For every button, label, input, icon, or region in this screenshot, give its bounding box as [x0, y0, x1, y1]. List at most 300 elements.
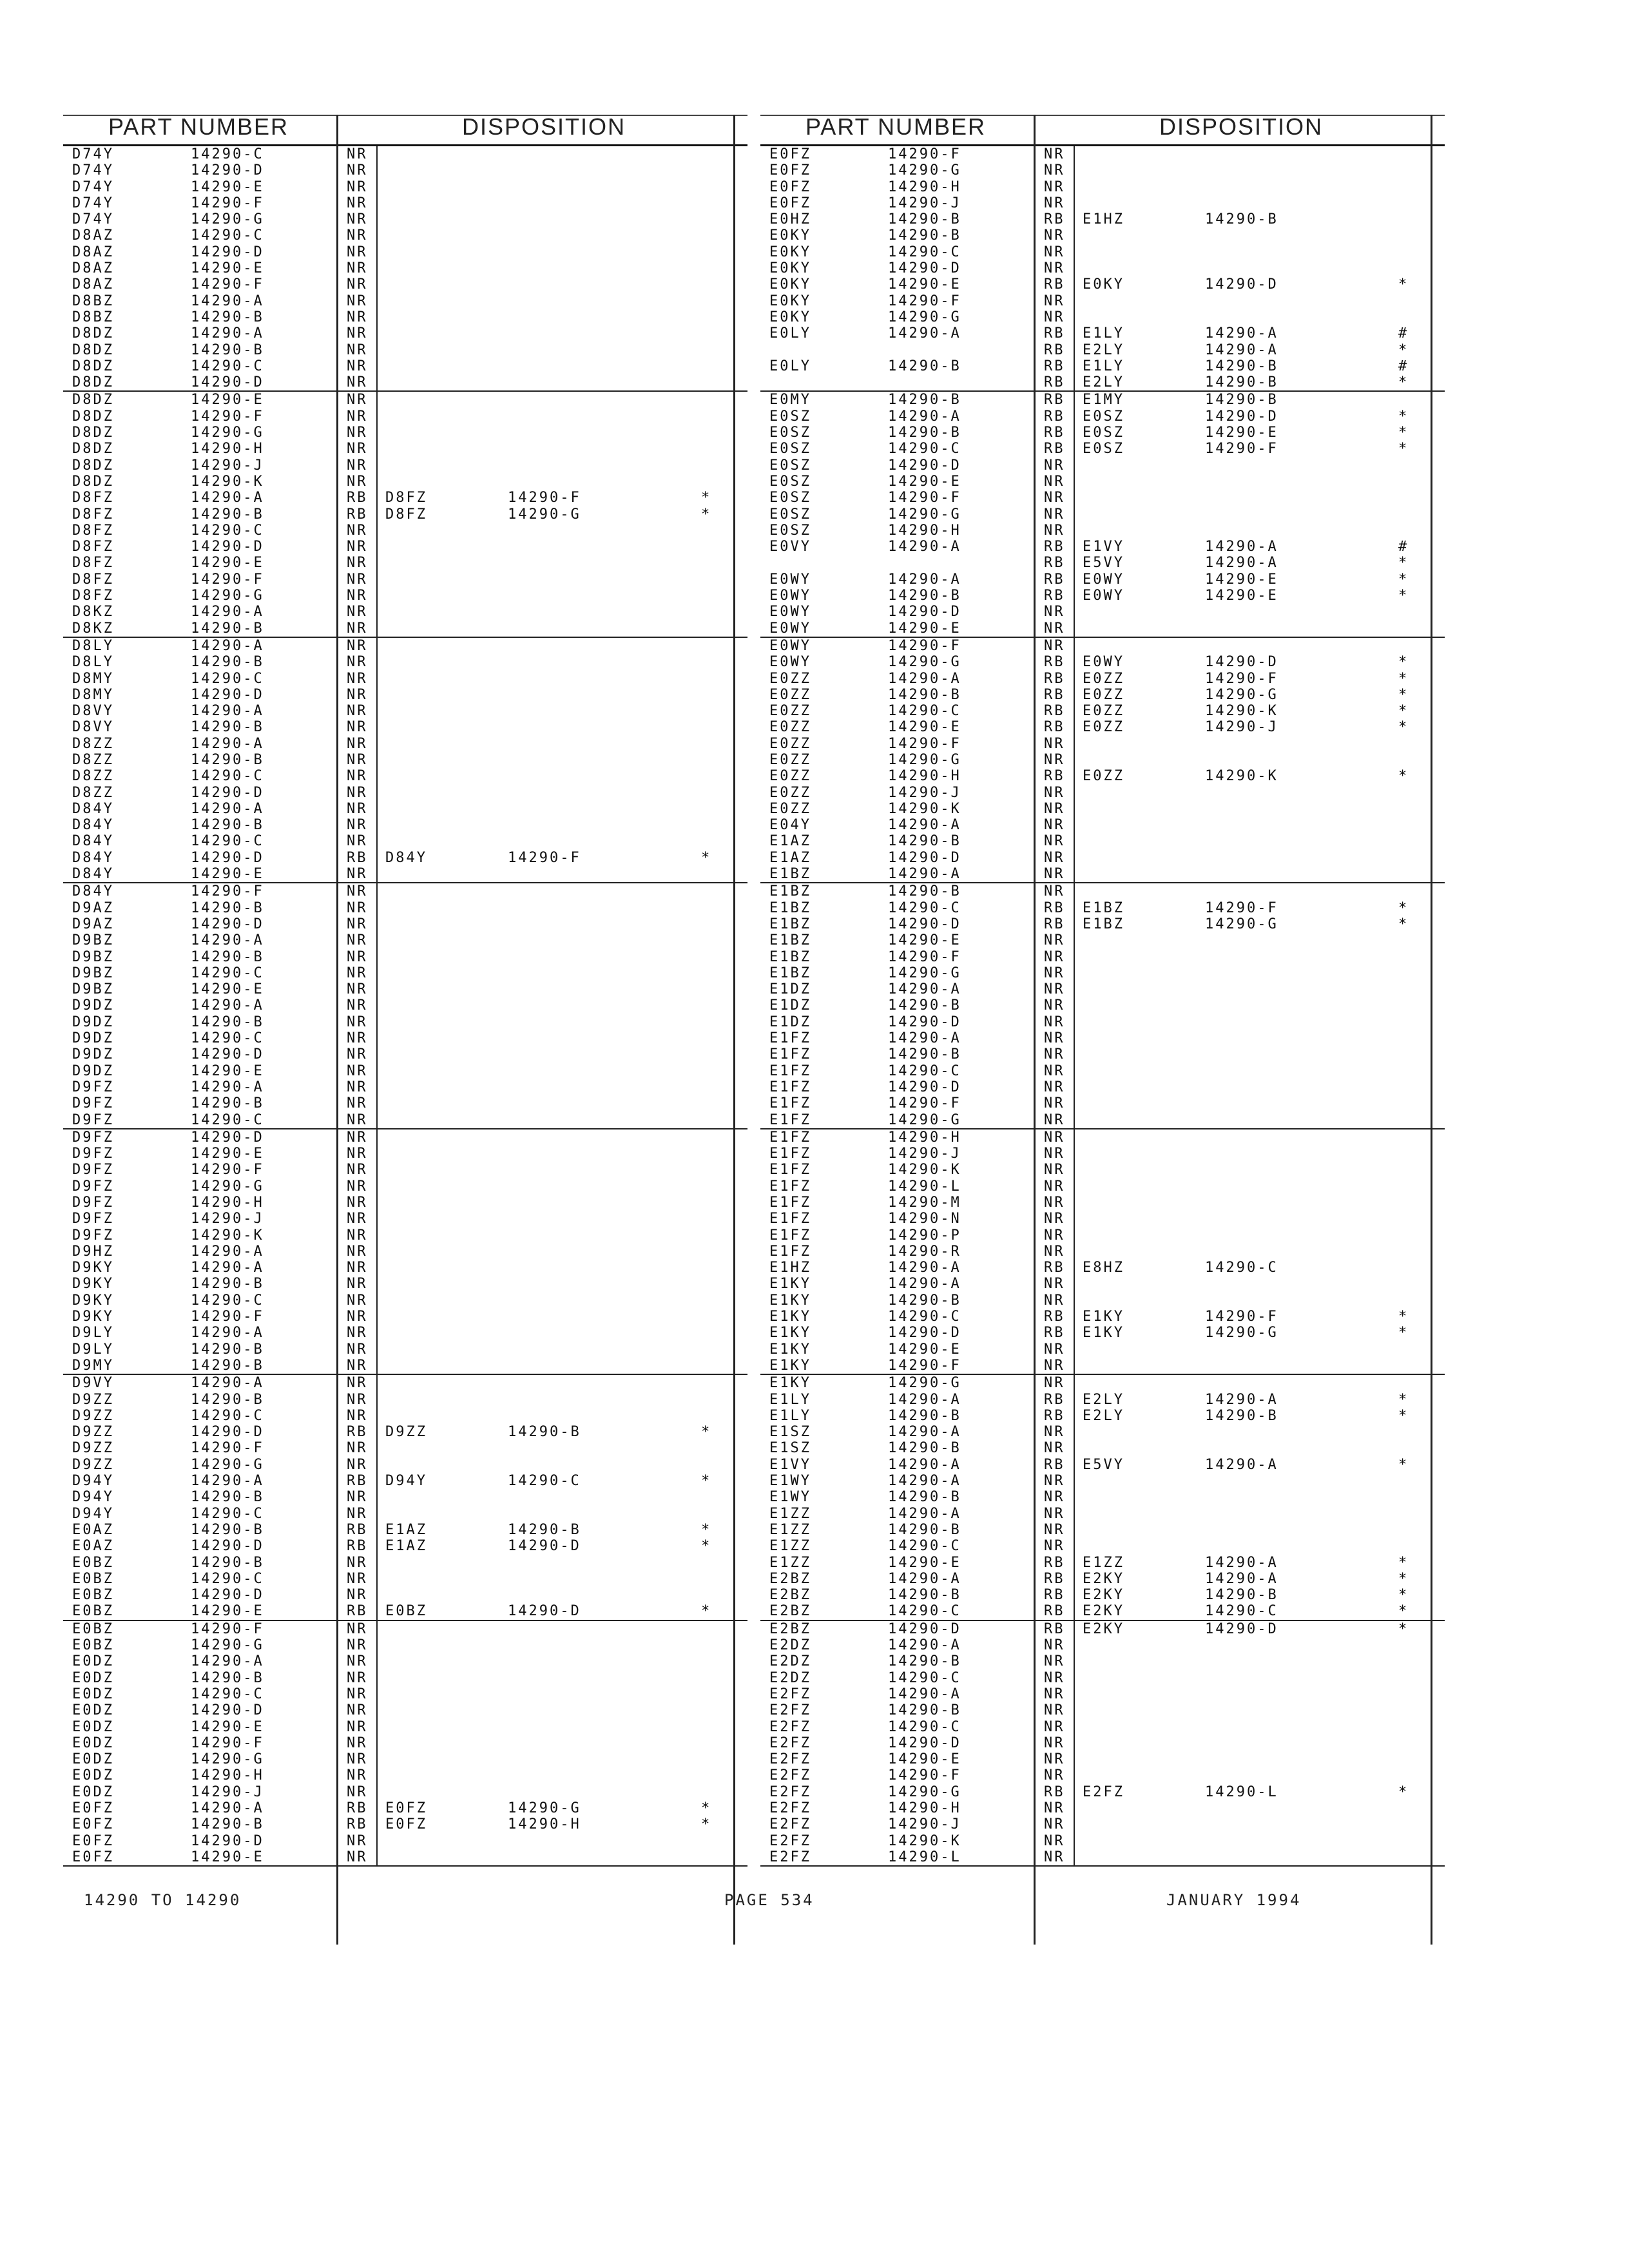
table-row [63, 506, 747, 523]
row-part-number: 14290-F [191, 1440, 264, 1457]
row-model: D9VY [72, 1375, 114, 1392]
code-divider [376, 604, 378, 620]
row-flag: * [701, 1424, 712, 1441]
table-row [760, 408, 1445, 425]
table-row [760, 1392, 1445, 1408]
table-row [63, 342, 747, 358]
table-row [760, 1489, 1445, 1505]
table-row [63, 1457, 747, 1473]
row-disposition-code: NR [347, 1129, 368, 1146]
row-replacement-model: E0ZZ [1083, 703, 1124, 720]
code-divider [1074, 654, 1075, 670]
row-replacement-model: E0FZ [385, 1816, 427, 1833]
table-row [760, 1735, 1445, 1751]
code-divider [1074, 768, 1075, 784]
row-model: D94Y [72, 1489, 114, 1506]
row-part-number: 14290-J [888, 1816, 961, 1833]
row-part-number: 14290-D [888, 1325, 961, 1341]
row-disposition-code: NR [347, 522, 368, 539]
row-disposition-code: NR [1044, 883, 1065, 900]
row-model: D74Y [72, 195, 114, 211]
row-model: E1FZ [769, 1046, 811, 1063]
table-row [63, 1702, 747, 1718]
code-divider [1074, 276, 1075, 293]
row-replacement-model: E1LY [1083, 358, 1124, 374]
row-part-number: 14290-C [888, 1669, 961, 1686]
row-part-number: 14290-D [191, 1129, 264, 1146]
row-part-number: 14290-E [191, 1603, 264, 1620]
table-row [63, 408, 747, 425]
code-divider [1074, 539, 1075, 555]
row-model: E0SZ [769, 506, 811, 523]
code-divider [1074, 227, 1075, 244]
row-part-number: 14290-A [888, 866, 961, 883]
table-row [63, 1653, 747, 1669]
table-row [760, 1244, 1445, 1260]
row-model: E1DZ [769, 981, 811, 998]
code-divider [1074, 1146, 1075, 1162]
table-row [63, 785, 747, 801]
code-divider [1074, 1309, 1075, 1325]
row-model: E0DZ [72, 1702, 114, 1719]
row-disposition-code: NR [1044, 1111, 1065, 1128]
row-part-number: 14290-C [888, 899, 961, 916]
row-part-number: 14290-D [191, 1538, 264, 1555]
code-divider [1074, 162, 1075, 178]
row-replacement-part: 14290-B [1205, 392, 1278, 408]
row-replacement-model: E2FZ [1083, 1783, 1124, 1800]
row-model: E1KY [769, 1292, 811, 1309]
row-disposition-code: NR [1044, 490, 1065, 506]
row-part-number: 14290-B [191, 654, 264, 671]
table-row [63, 260, 747, 276]
row-part-number: 14290-D [191, 686, 264, 703]
table-row [63, 1816, 747, 1832]
row-model: D9FZ [72, 1178, 114, 1195]
table-row [63, 654, 747, 670]
row-replacement-model: E0ZZ [1083, 719, 1124, 736]
table-row [63, 752, 747, 768]
row-part-number: 14290-B [888, 1407, 961, 1424]
table-row [63, 1014, 747, 1030]
row-part-number: 14290-E [888, 276, 961, 293]
row-disposition-code: NR [347, 1341, 368, 1358]
table-row [760, 1375, 1445, 1391]
row-replacement-part: 14290-F [1205, 899, 1278, 916]
code-divider [376, 1489, 378, 1505]
table-row [760, 736, 1445, 752]
row-model: E1AZ [769, 849, 811, 866]
row-flag: # [1398, 358, 1409, 374]
row-model: D9LY [72, 1325, 114, 1341]
code-divider [376, 620, 378, 637]
table-row [760, 1162, 1445, 1178]
code-divider [376, 752, 378, 768]
code-divider [1074, 1424, 1075, 1440]
row-part-number: 14290-C [888, 1062, 961, 1079]
row-model: D8LY [72, 637, 114, 654]
row-model: D8FZ [72, 539, 114, 555]
row-part-number: 14290-F [191, 1735, 264, 1751]
table-row [760, 1587, 1445, 1603]
code-divider [1074, 523, 1075, 539]
row-model: E0KY [769, 244, 811, 260]
row-disposition-code: RB [1044, 425, 1065, 441]
row-model: D9BZ [72, 965, 114, 981]
row-part-number: 14290-B [191, 1357, 264, 1374]
row-part-number: 14290-G [888, 1375, 961, 1392]
row-disposition-code: NR [347, 866, 368, 883]
table-row [63, 1833, 747, 1849]
row-disposition-code: NR [1044, 965, 1065, 981]
row-disposition-code: NR [1044, 1538, 1065, 1555]
row-part-number: 14290-C [191, 358, 264, 374]
row-part-number: 14290-C [191, 1292, 264, 1309]
row-model: E1FZ [769, 1211, 811, 1227]
table-row [63, 441, 747, 457]
code-divider [376, 1341, 378, 1358]
row-model: E0WY [769, 620, 811, 637]
code-divider [1074, 179, 1075, 195]
row-model: D84Y [72, 800, 114, 817]
row-part-number: 14290-G [888, 1783, 961, 1800]
code-divider [1074, 604, 1075, 620]
row-part-number: 14290-D [888, 1014, 961, 1030]
table-row [760, 425, 1445, 441]
row-part-number: 14290-C [191, 227, 264, 244]
row-part-number: 14290-B [888, 1702, 961, 1719]
code-divider [1074, 949, 1075, 965]
table-row [63, 457, 747, 474]
table-row [760, 1751, 1445, 1767]
row-part-number: 14290-A [888, 1260, 961, 1276]
row-part-number: 14290-A [191, 1079, 264, 1095]
row-part-number: 14290-C [191, 768, 264, 785]
code-divider [376, 425, 378, 441]
row-part-number: 14290-F [888, 293, 961, 309]
row-disposition-code: NR [347, 1456, 368, 1473]
row-disposition-code: NR [1044, 751, 1065, 768]
row-part-number: 14290-G [888, 1111, 961, 1128]
row-disposition-code: NR [347, 1014, 368, 1030]
row-part-number: 14290-H [888, 178, 961, 195]
row-disposition-code: NR [1044, 1702, 1065, 1719]
code-divider [1074, 260, 1075, 276]
row-model: E0SZ [769, 522, 811, 539]
code-divider [376, 1833, 378, 1849]
code-divider [1074, 1719, 1075, 1735]
disposition-heading: DISPOSITION [1159, 113, 1324, 140]
table-row [760, 1800, 1445, 1816]
row-model: D8VY [72, 719, 114, 736]
row-model: E1FZ [769, 1162, 811, 1178]
row-model: D9ZZ [72, 1424, 114, 1441]
row-replacement-part: 14290-A [1205, 325, 1278, 342]
row-model: E0ZZ [769, 719, 811, 736]
code-divider [1074, 752, 1075, 768]
code-divider [376, 588, 378, 604]
row-disposition-code: NR [1044, 1521, 1065, 1538]
table-row [63, 1440, 747, 1456]
row-part-number: 14290-H [888, 1129, 961, 1146]
code-divider [1074, 785, 1075, 801]
row-part-number: 14290-D [191, 1587, 264, 1604]
row-replacement-model: E8HZ [1083, 1260, 1124, 1276]
row-disposition-code: NR [347, 425, 368, 441]
table-row [760, 965, 1445, 981]
row-part-number: 14290-D [191, 374, 264, 391]
row-disposition-code: NR [1044, 1030, 1065, 1047]
code-divider [1074, 1555, 1075, 1571]
row-part-number: 14290-B [888, 883, 961, 900]
row-model: D9FZ [72, 1111, 114, 1128]
table-row [63, 671, 747, 687]
table-row [760, 833, 1445, 849]
row-disposition-code: NR [347, 751, 368, 768]
row-model: E1FZ [769, 1243, 811, 1260]
row-flag: * [1398, 588, 1409, 604]
row-replacement-part: 14290-D [1205, 276, 1278, 293]
row-disposition-code: RB [1044, 392, 1065, 408]
table-row [63, 392, 747, 408]
row-model: D8FZ [72, 571, 114, 588]
code-divider [376, 1392, 378, 1408]
row-model: E1SZ [769, 1424, 811, 1441]
code-divider [1074, 1260, 1075, 1276]
row-replacement-part: 14290-B [508, 1424, 581, 1441]
row-disposition-code: NR [347, 555, 368, 572]
row-model: D9ZZ [72, 1407, 114, 1424]
row-model: E0SZ [769, 425, 811, 441]
code-divider [1074, 1538, 1075, 1554]
row-replacement-part: 14290-A [1205, 1456, 1278, 1473]
code-divider [376, 506, 378, 523]
code-divider [376, 671, 378, 687]
row-disposition-code: NR [347, 948, 368, 965]
row-part-number: 14290-B [888, 588, 961, 604]
row-flag: * [1398, 703, 1409, 720]
row-model: E0SZ [769, 457, 811, 474]
code-divider [1074, 1849, 1075, 1865]
code-divider [376, 785, 378, 801]
row-model: E0BZ [72, 1587, 114, 1604]
row-part-number: 14290-A [888, 1424, 961, 1441]
code-divider [1074, 671, 1075, 687]
row-model: E0DZ [72, 1669, 114, 1686]
row-model: D8DZ [72, 374, 114, 391]
row-flag: * [701, 1473, 712, 1490]
code-divider [1074, 801, 1075, 817]
row-part-number: 14290-E [888, 1341, 961, 1358]
row-disposition-code: NR [347, 1783, 368, 1800]
row-replacement-model: E0WY [1083, 654, 1124, 671]
table-row [63, 1178, 747, 1195]
row-part-number: 14290-G [191, 588, 264, 604]
code-divider [1074, 1095, 1075, 1111]
row-replacement-model: D84Y [385, 849, 427, 866]
row-part-number: 14290-D [888, 604, 961, 620]
row-model: E2DZ [769, 1669, 811, 1686]
table-row [760, 260, 1445, 276]
code-divider [376, 1571, 378, 1587]
row-disposition-code: RB [1044, 654, 1065, 671]
table-row [760, 1719, 1445, 1735]
code-divider [376, 457, 378, 474]
code-divider [1074, 1063, 1075, 1079]
row-replacement-part: 14290-E [1205, 588, 1278, 604]
table-row [760, 1325, 1445, 1341]
row-disposition-code: NR [1044, 637, 1065, 654]
row-flag: * [701, 506, 712, 523]
row-model: E2BZ [769, 1570, 811, 1587]
row-model: E0LY [769, 325, 811, 342]
code-divider [1074, 1784, 1075, 1800]
row-disposition-code: RB [1044, 1603, 1065, 1620]
row-disposition-code: NR [347, 1587, 368, 1604]
table-row [760, 620, 1445, 638]
row-part-number: 14290-G [888, 965, 961, 981]
row-part-number: 14290-E [191, 392, 264, 408]
row-model: D9AZ [72, 916, 114, 932]
table-row [760, 358, 1445, 374]
row-part-number: 14290-C [191, 1505, 264, 1522]
code-divider [1074, 1833, 1075, 1849]
row-disposition-code: NR [347, 588, 368, 604]
row-part-number: 14290-D [191, 1424, 264, 1441]
code-divider [1074, 1375, 1075, 1391]
table-row [760, 1195, 1445, 1211]
code-divider [376, 1637, 378, 1653]
row-part-number: 14290-G [191, 425, 264, 441]
code-divider [1074, 1195, 1075, 1211]
code-divider [376, 1375, 378, 1391]
row-flag: * [1398, 1407, 1409, 1424]
row-model: D9FZ [72, 1227, 114, 1244]
row-disposition-code: NR [347, 1195, 368, 1211]
table-row [760, 1424, 1445, 1440]
table-row [63, 1195, 747, 1211]
code-divider [1074, 425, 1075, 441]
table-row [63, 1473, 747, 1489]
code-divider [1074, 620, 1075, 637]
row-model: D8LY [72, 654, 114, 671]
row-model: E0DZ [72, 1735, 114, 1751]
row-replacement-part: 14290-G [508, 1800, 581, 1816]
table-row [760, 474, 1445, 490]
table-row [760, 1079, 1445, 1095]
row-replacement-part: 14290-A [1205, 1570, 1278, 1587]
table-row [63, 1555, 747, 1571]
row-disposition-code: NR [1044, 620, 1065, 637]
table-row [63, 1211, 747, 1227]
row-part-number: 14290-G [888, 751, 961, 768]
row-model: E0LY [769, 358, 811, 374]
code-divider [376, 1670, 378, 1686]
code-divider [1074, 817, 1075, 833]
table-row [760, 1408, 1445, 1424]
table-row [760, 441, 1445, 457]
code-divider [376, 1702, 378, 1718]
row-part-number: 14290-K [191, 1227, 264, 1244]
row-model: E1ZZ [769, 1505, 811, 1522]
row-disposition-code: NR [1044, 604, 1065, 620]
table-row [760, 768, 1445, 784]
row-model: E0BZ [72, 1620, 114, 1637]
row-model: E0FZ [769, 162, 811, 179]
row-disposition-code: NR [347, 719, 368, 736]
row-disposition-code: NR [1044, 1211, 1065, 1227]
row-disposition-code: NR [347, 1046, 368, 1063]
code-divider [376, 654, 378, 670]
row-disposition-code: NR [347, 341, 368, 358]
row-disposition-code: NR [1044, 1718, 1065, 1735]
table-row [63, 900, 747, 916]
row-part-number: 14290-C [191, 1407, 264, 1424]
row-model: E1FZ [769, 1227, 811, 1244]
code-divider [1074, 1030, 1075, 1046]
row-model: D9FZ [72, 1211, 114, 1227]
row-disposition-code: RB [1044, 1554, 1065, 1571]
code-divider [376, 1276, 378, 1292]
row-disposition-code: NR [347, 1570, 368, 1587]
row-model: D8FZ [72, 506, 114, 523]
row-replacement-model: E0ZZ [1083, 686, 1124, 703]
row-flag: * [1398, 425, 1409, 441]
table-row [63, 604, 747, 620]
row-part-number: 14290-R [888, 1243, 961, 1260]
code-divider [1074, 965, 1075, 981]
code-divider [1074, 1637, 1075, 1653]
row-disposition-code: NR [1044, 522, 1065, 539]
row-part-number: 14290-J [191, 457, 264, 474]
row-model: E1BZ [769, 965, 811, 981]
row-flag: # [1398, 539, 1409, 555]
code-divider [376, 1129, 378, 1146]
row-disposition-code: NR [1044, 1669, 1065, 1686]
table-row [760, 638, 1445, 654]
row-replacement-model: E2LY [1083, 1391, 1124, 1408]
code-divider [1074, 358, 1075, 374]
table-row [63, 1260, 747, 1276]
table-row [63, 1079, 747, 1095]
row-disposition-code: NR [1044, 178, 1065, 195]
row-disposition-code: NR [347, 1276, 368, 1293]
row-part-number: 14290-B [888, 211, 961, 228]
code-divider [1074, 703, 1075, 719]
code-divider [376, 801, 378, 817]
row-part-number: 14290-C [191, 833, 264, 850]
code-divider [1074, 1392, 1075, 1408]
row-disposition-code: RB [1044, 1309, 1065, 1325]
row-model: E1FZ [769, 1195, 811, 1211]
row-replacement-part: 14290-B [1205, 1587, 1278, 1604]
row-part-number: 14290-F [191, 1620, 264, 1637]
code-divider [1074, 408, 1075, 425]
row-model: D74Y [72, 211, 114, 228]
row-part-number: 14290-E [191, 1849, 264, 1865]
row-model: E0FZ [769, 146, 811, 162]
table-row [760, 392, 1445, 408]
row-part-number: 14290-F [888, 735, 961, 752]
table-row [63, 1637, 747, 1653]
row-replacement-model: E0ZZ [1083, 768, 1124, 785]
row-flag: * [1398, 441, 1409, 457]
row-disposition-code: RB [1044, 1391, 1065, 1408]
table-row [760, 1112, 1445, 1129]
table-row [760, 654, 1445, 670]
code-divider [1074, 1489, 1075, 1505]
row-model: E2BZ [769, 1620, 811, 1637]
